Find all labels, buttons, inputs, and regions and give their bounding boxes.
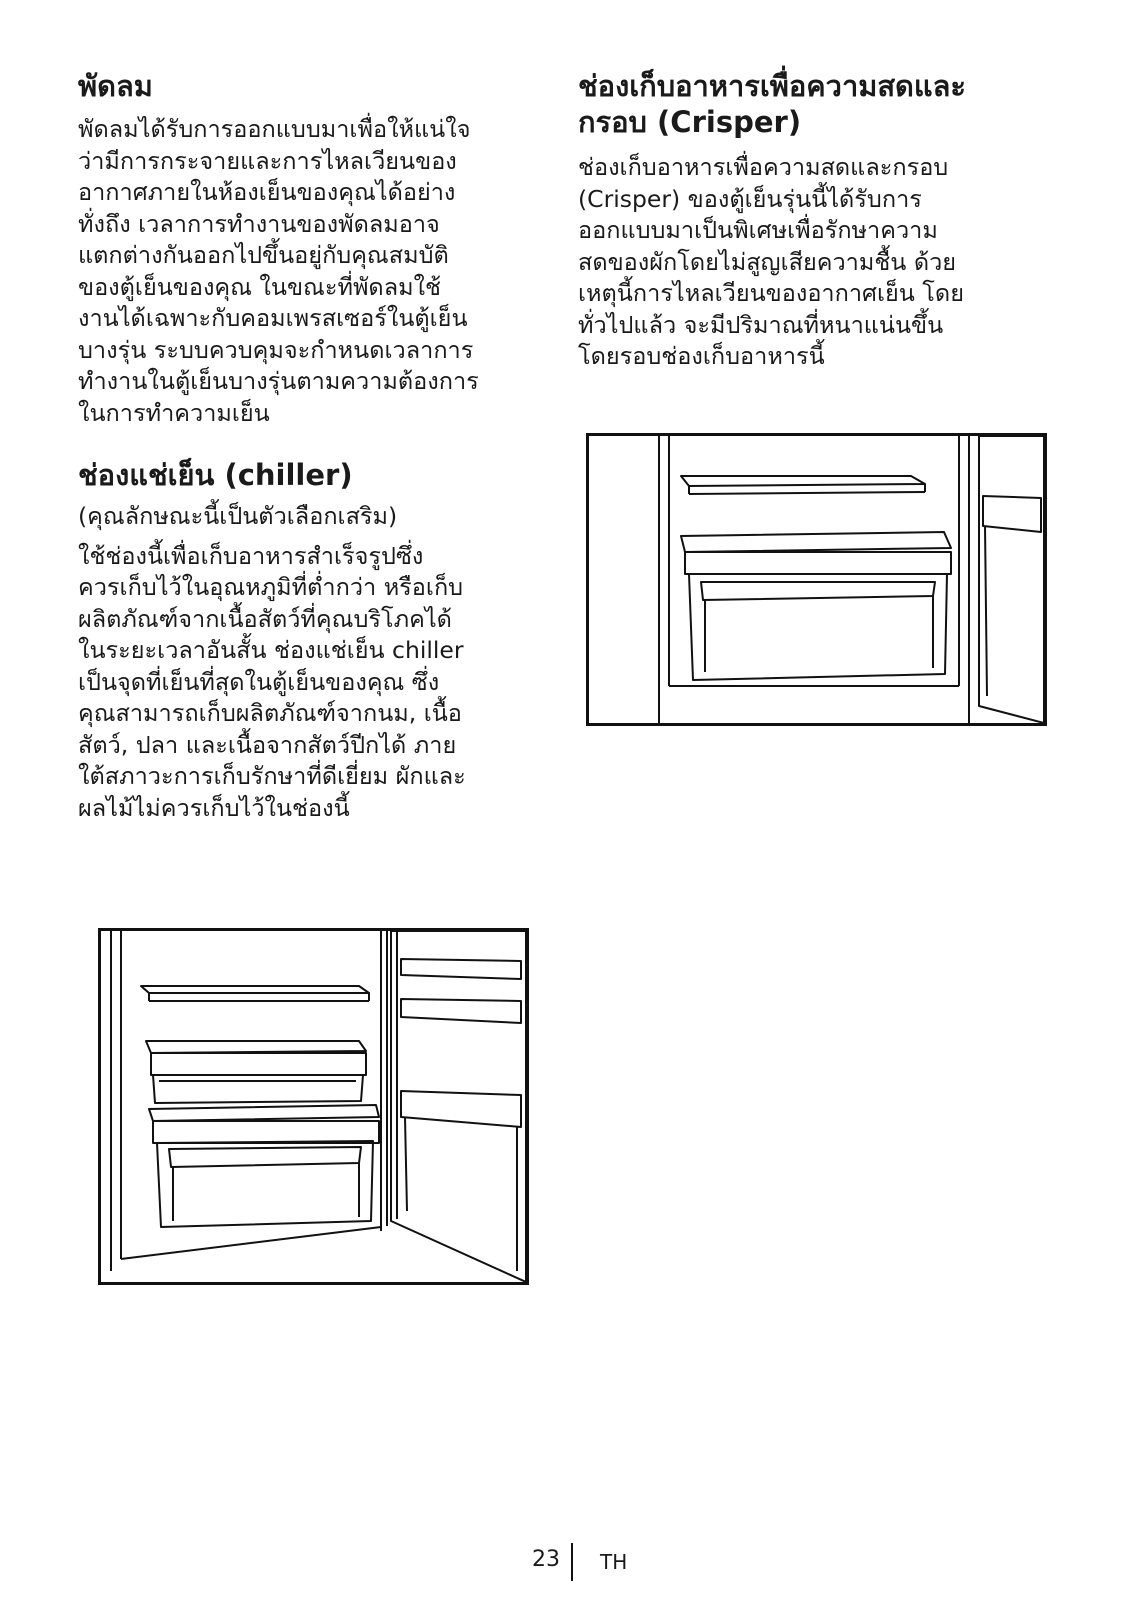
crisper-heading: ช่องเก็บอาหารเพื่อความสดและ กรอบ (Crisper) [578, 69, 966, 139]
fan-body: พัดลมได้รับการออกแบบมาเพื่อให้แน่ใจ ว่ามีการกระจายและการไหลเวียนของ อากาศภายในห้องเย็นของคุณได้อย่าง ทั่งถึง เวลาการทำงานของพัดลมอาจ แตกต่างกันออกไปขึ้นอยู่กับคุณสมบัติ ของตู้เย็นของคุณ ในขณะที่พัดลมใช้ งานได้เฉพาะกับคอมเพรสเซอร์ในตู้เย็น บางรุ่น ระบบควบคุมจะกำหนดเวลาการ ทำงานในตู้เย็นบางรุ่นตามความต้องการ ในการทำความเย็น [78, 115, 479, 427]
crisper-body: ช่องเก็บอาหารเพื่อความสดและกรอบ (Crisper) ของตู้เย็นรุ่นนี้ได้รับการ ออกแบบมาเป็นพิเศษเพื่อรักษาความ สดของผักโดยไม่สูญเสียความชื้น ด้วย เหตุนี้การไหลเวียนของอากาศเย็น โดย ทั่วไปแล้ว จะมีปริมาณที่หนาแน่นขึ้น โดยรอบช่องเก็บอาหารนี้ [578, 153, 964, 370]
page-footer [0, 1543, 1128, 1583]
chiller-body: ใช้ช่องนี้เพื่อเก็บอาหารสำเร็จรูปซึ่ง ควรเก็บไว้ในอุณหภูมิที่ต่ำกว่า หรือเก็บ ผลิตภัณฑ์จากเนื้อสัตว์ที่คุณบริโภคได้ ในระยะเวลาอันสั้น ช่องแช่เย็น chiller เป็นจุดที่เย็นที่สุดในตู้เย็นของคุณ ซึ่ง คุณสามารถเก็บผลิตภัณฑ์จากนม, เนื้อ สัตว์, ปลา และเนื้อจากสัตว์ปีกได้ ภาย ใต้สภาวะการเก็บรักษาที่ดีเยี่ยม ผักและ ผลไม้ไม่ควรเก็บไว้ในช่องนี้ [78, 541, 466, 822]
page-number: 23 [532, 1547, 560, 1572]
footer-divider [571, 1543, 573, 1581]
chiller-note: (คุณลักษณะนี้เป็นตัวเลือกเสริม) [78, 502, 398, 530]
language-code: TH [600, 1550, 628, 1574]
left-column [78, 68, 548, 824]
right-column [578, 68, 1048, 373]
chiller-heading: ช่องแช่เย็น (chiller) [78, 458, 353, 492]
fan-heading: พัดลม [78, 69, 153, 103]
crisper-illustration [586, 433, 1047, 726]
chiller-illustration [98, 928, 529, 1285]
